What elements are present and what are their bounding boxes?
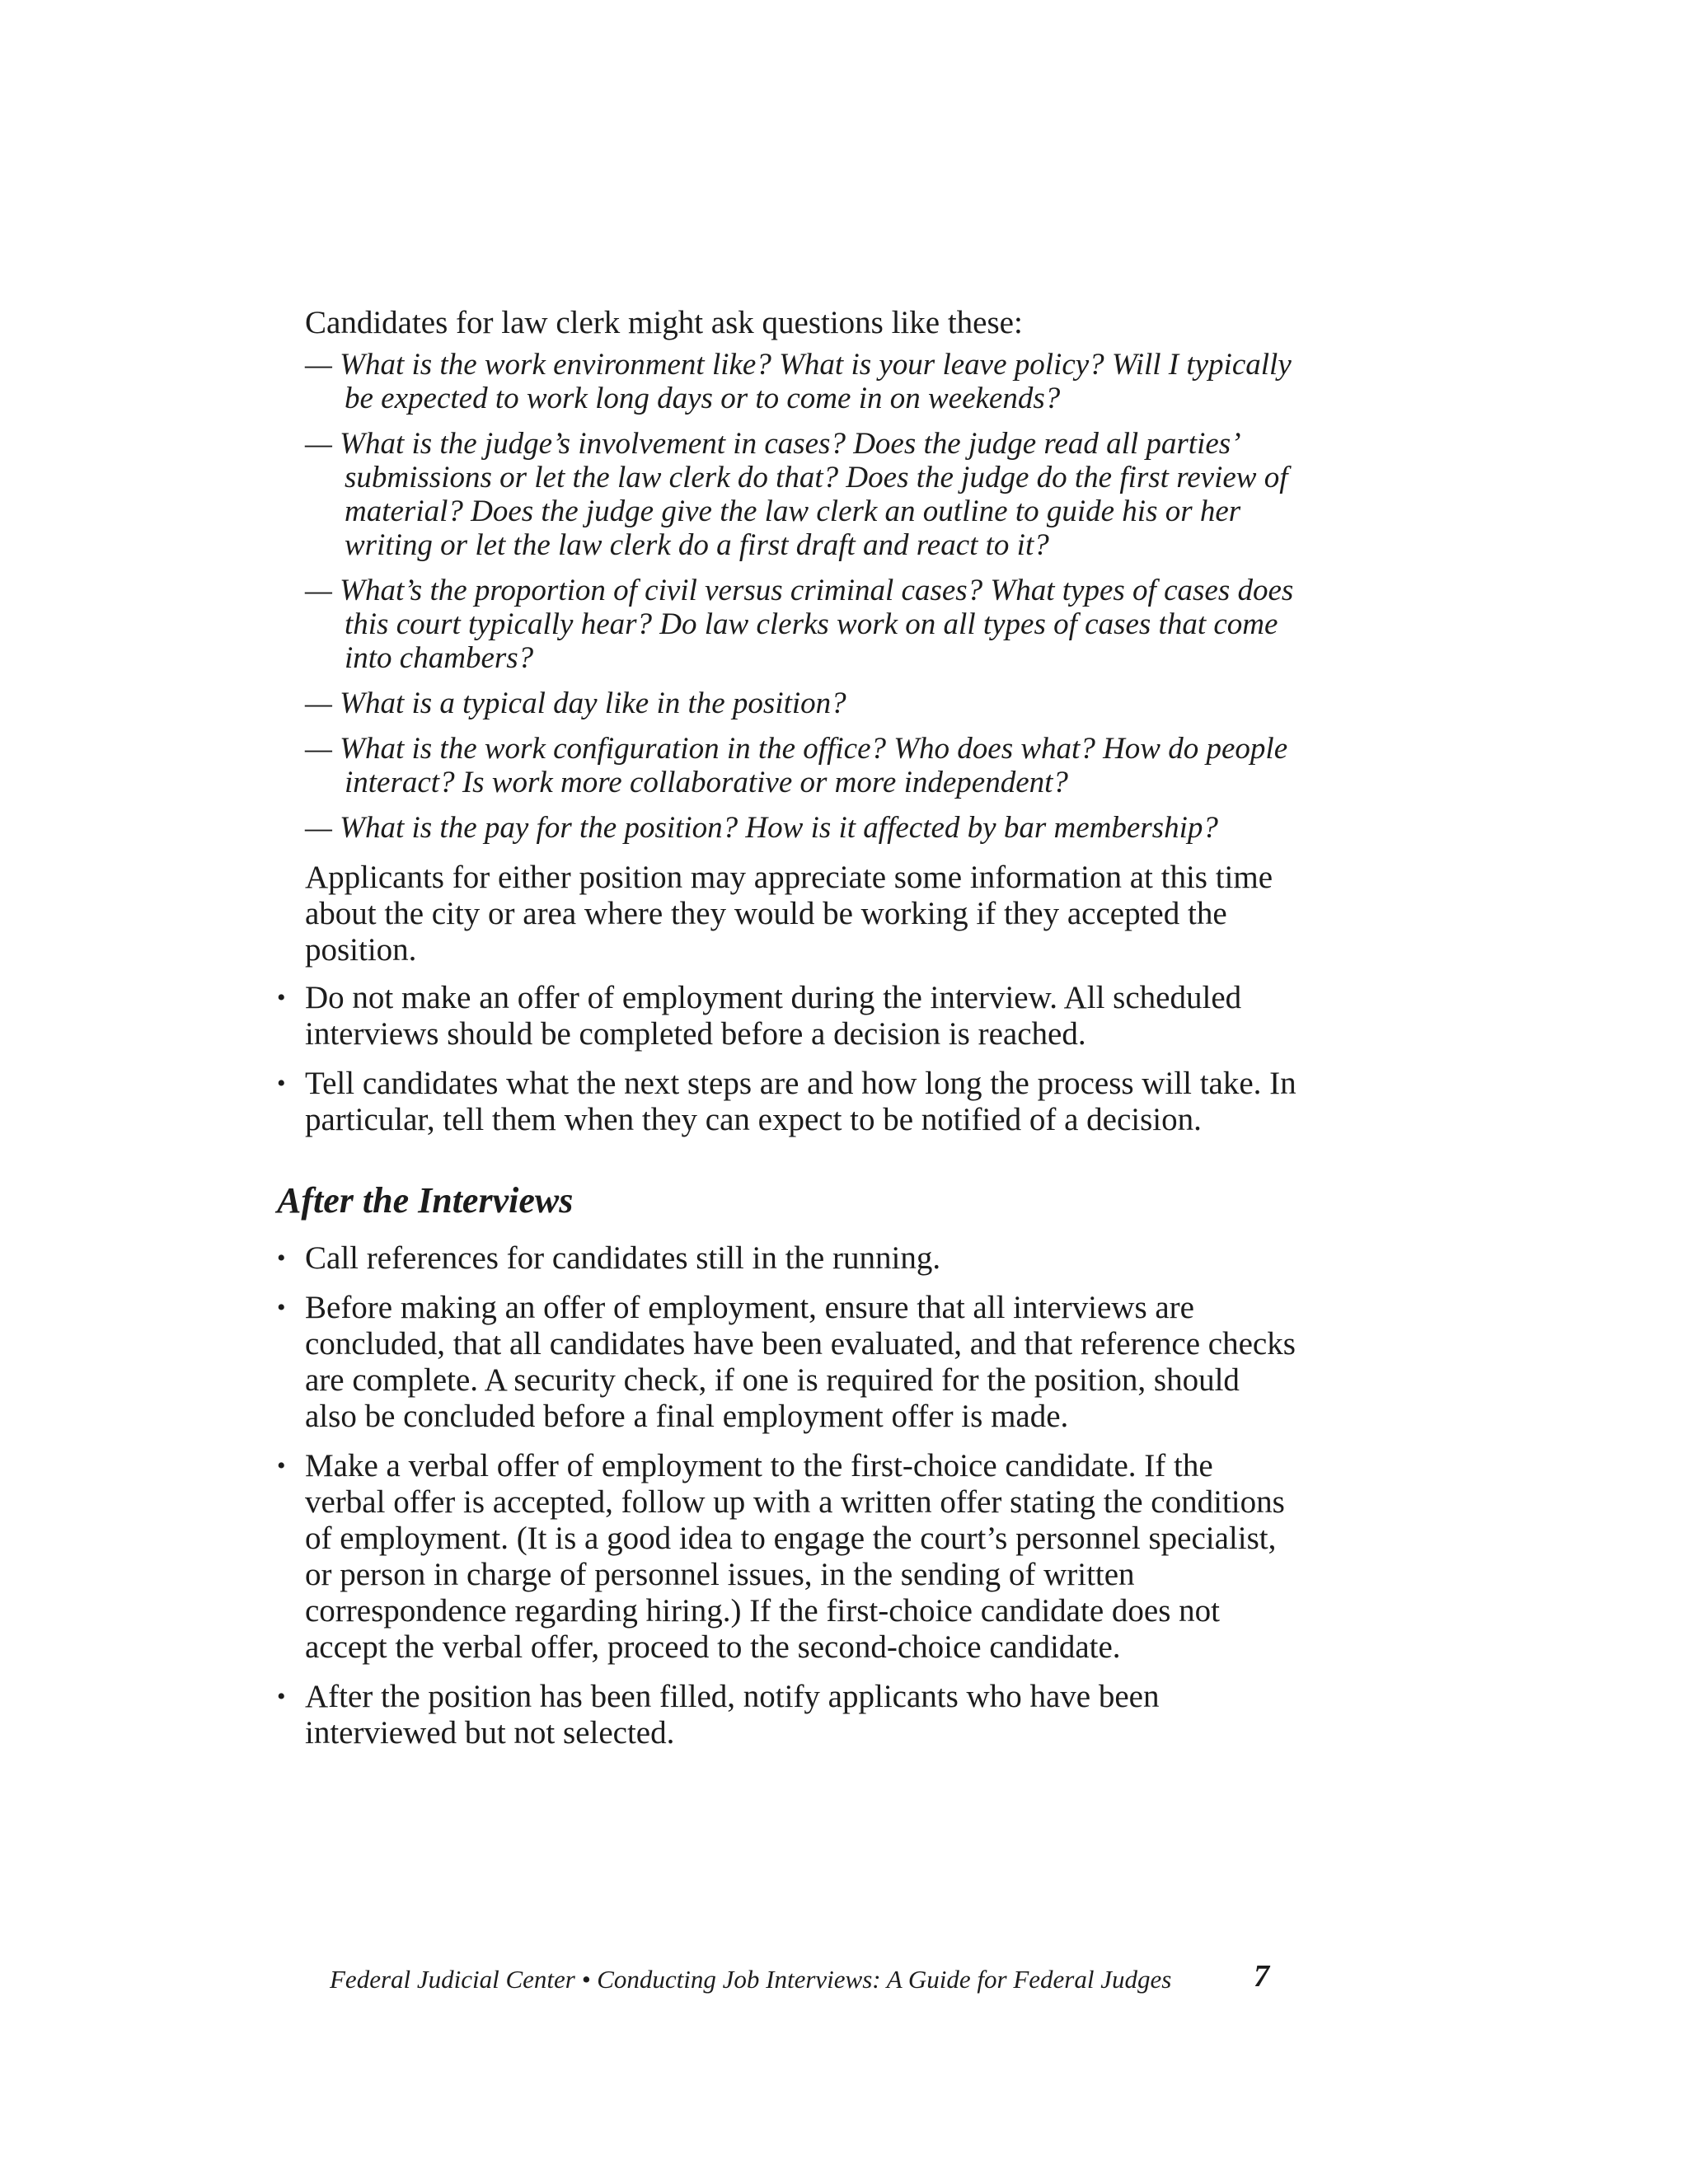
- bullet-icon: •: [277, 1683, 286, 1710]
- bullet-item: [277, 1679, 1299, 1751]
- after-interviews-bullet-list: [277, 1240, 1299, 1751]
- bullet-icon: •: [277, 1294, 286, 1321]
- applicants-paragraph: Applicants for either position may appreciate some information at this time about the city or area where they would be working if they accepted the position.: [305, 860, 1273, 968]
- interview-bullet-list: [277, 980, 1299, 1138]
- page-content: [277, 305, 1299, 1765]
- bullet-item: [277, 1240, 1299, 1277]
- question-item: — What is the pay for the position? How is it affected by bar membership?: [305, 811, 1218, 845]
- footer-text: Federal Judicial Center • Conducting Job Interviews: A Guide for Federal Judges: [330, 1965, 1172, 1994]
- bullet-icon: •: [277, 984, 286, 1011]
- bullet-icon: •: [277, 1070, 286, 1097]
- question-item: — What is a typical day like in the position?: [305, 687, 846, 720]
- question-list: [305, 348, 1299, 845]
- page-footer: [330, 1959, 1286, 1996]
- bullet-text: After the position has been filled, notify applicants who have been interviewed but not selected.: [305, 1679, 1160, 1750]
- bullet-item: [277, 980, 1299, 1052]
- bullet-item: [277, 1290, 1299, 1435]
- bullet-text: Do not make an offer of employment during the interview. All scheduled interviews should be completed before a decision is reached.: [305, 980, 1242, 1052]
- question-item: — What is the work environment like? What is your leave policy? Will I typically be expected to work long days or to come in on weekends?: [305, 348, 1292, 415]
- intro-text: Candidates for law clerk might ask questions like these:: [305, 305, 1023, 340]
- bullet-icon: •: [277, 1244, 286, 1272]
- bullet-text: Before making an offer of employment, ensure that all interviews are concluded, that all candidates have been evaluated, and that reference checks are complete. A security check, if one is required for the position, should also be concluded before a final employment offer is made.: [305, 1290, 1296, 1434]
- bullet-item: [277, 1448, 1299, 1666]
- bullet-item: [277, 1066, 1299, 1138]
- bullet-icon: •: [277, 1452, 286, 1479]
- bullet-text: Call references for candidates still in the running.: [305, 1240, 941, 1276]
- question-item: — What is the judge’s involvement in cases? Does the judge read all parties’ submissions or let the law clerk do that? Does the judge do the first review of material? Does the judge give the law clerk an outline to guide his or her writing or let the law clerk do a first draft and react to it?: [305, 427, 1288, 562]
- question-item: — What is the work configuration in the office? Who does what? How do people interact? Is work more collaborative or more independent?: [305, 732, 1288, 799]
- bullet-text: Tell candidates what the next steps are and how long the process will take. In particular, tell them when they can expect to be notified of a decision.: [305, 1066, 1296, 1137]
- bullet-text: Make a verbal offer of employment to the first-choice candidate. If the verbal offer is accepted, follow up with a written offer stating the conditions of employment. (It is a good idea to engage the court’s personnel specialist, or person in charge of personnel issues, in the sending of written correspondence regarding hiring.) If the first-choice candidate does not accept the verbal offer, proceed to the second-choice candidate.: [305, 1448, 1285, 1665]
- section-heading: After the Interviews: [277, 1180, 574, 1221]
- question-item: — What’s the proportion of civil versus criminal cases? What types of cases does this court typically hear? Do law clerks work on all types of cases that come into chambers?: [305, 574, 1294, 675]
- page-number: 7: [1254, 1959, 1269, 1994]
